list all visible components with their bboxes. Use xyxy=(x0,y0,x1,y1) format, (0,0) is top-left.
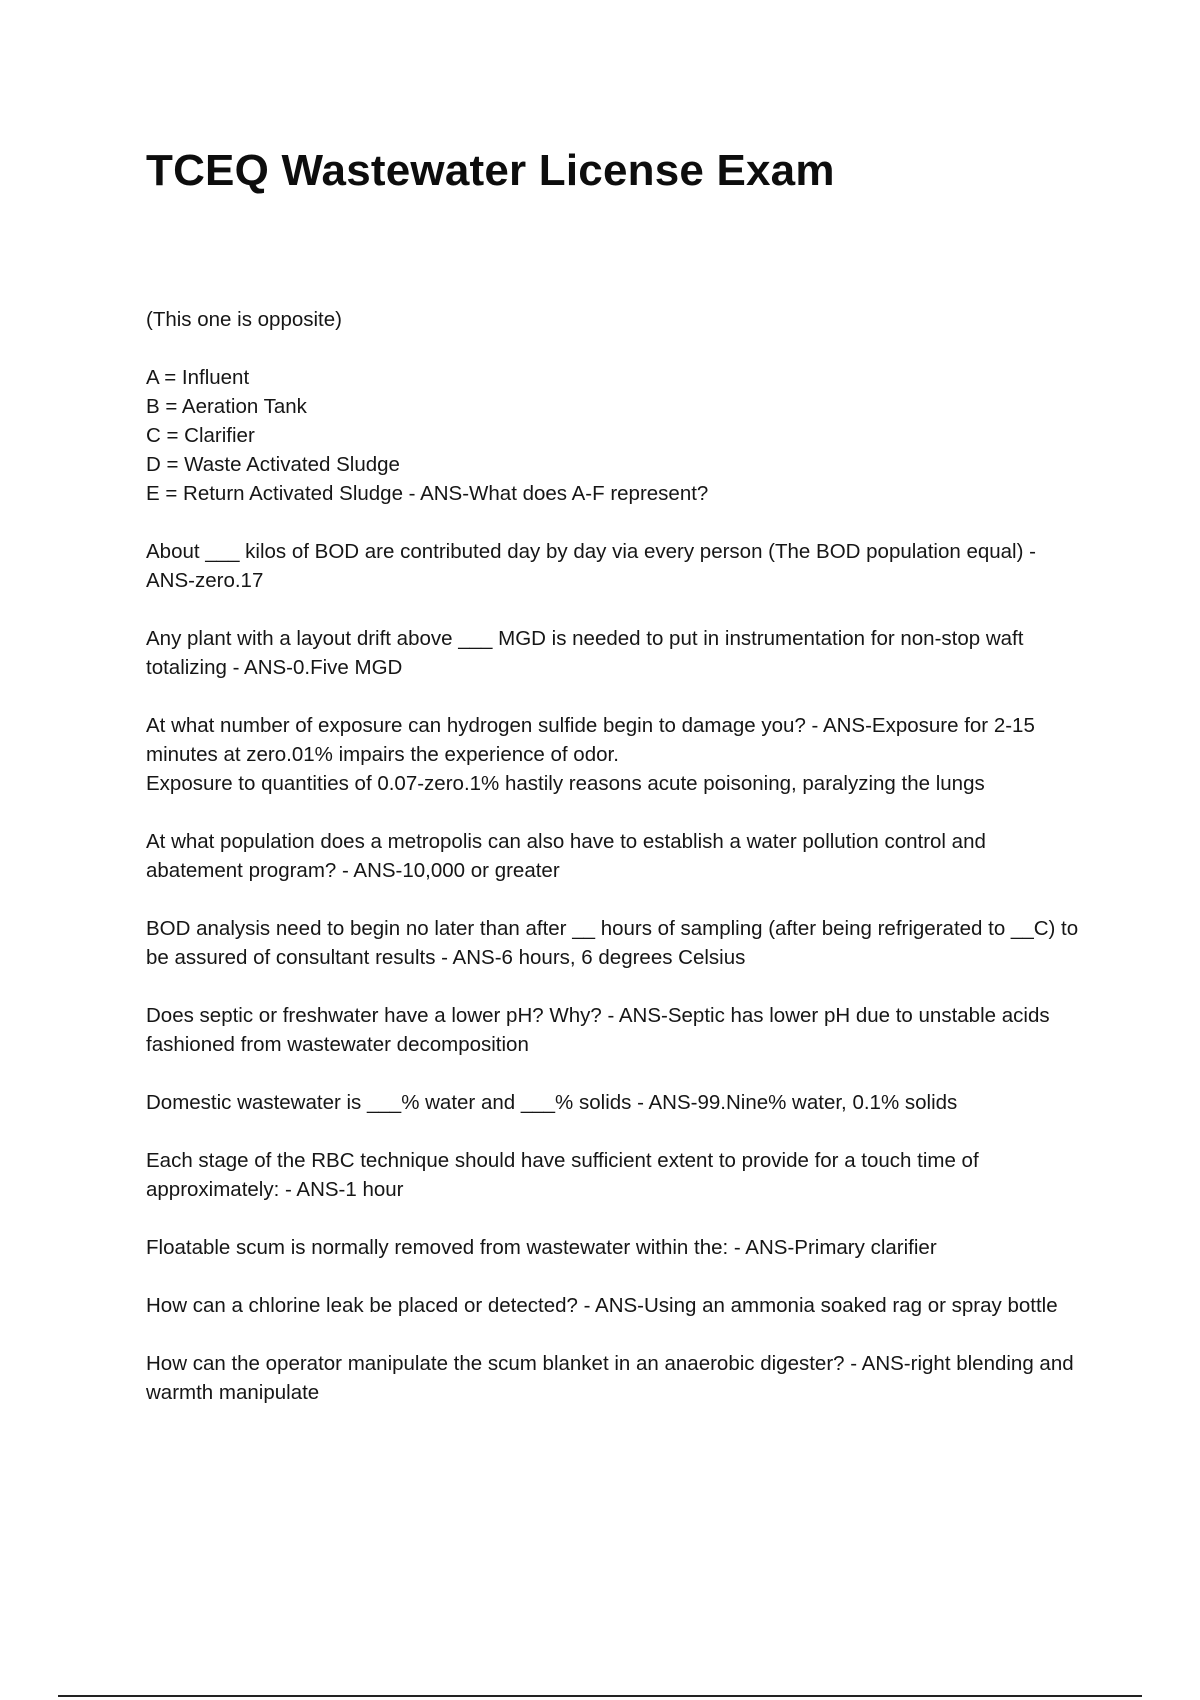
qa-question: Any plant with a layout drift above ___ MGD is needed to put in instrumentation for non-stop waft totalizing xyxy=(146,627,1030,679)
qa-question: At what population does a metropolis can also have to establish a water pollution control and abatement program? xyxy=(146,830,992,882)
qa-question: Each stage of the RBC technique should have sufficient extent to provide for a touch time of approximately: xyxy=(146,1149,985,1201)
qa-separator: - xyxy=(844,1352,862,1375)
qa-answer: ANS-Exposure for 2-15 minutes at zero.01% impairs the experience of odor. xyxy=(146,714,1041,766)
qa-answer: ANS-6 hours, 6 degrees Celsius xyxy=(452,946,746,969)
diagram-key-item: E = Return Activated Sludge - ANS-What does A-F represent? xyxy=(146,482,709,505)
qa-separator: - xyxy=(1023,540,1036,563)
qa-item xyxy=(146,827,1086,885)
qa-question: At what number of exposure can hydrogen sulfide begin to damage you? xyxy=(146,714,806,737)
qa-separator: - xyxy=(336,859,354,882)
diagram-key-item: A = Influent xyxy=(146,366,250,389)
qa-question: BOD analysis need to begin no later than after __ hours of sampling (after being refrigerated to __C) to be assured of consultant results xyxy=(146,917,1084,969)
qa-separator: - xyxy=(805,714,823,737)
qa-answer: ANS-99.Nine% water, 0.1% solids xyxy=(648,1091,958,1114)
qa-item xyxy=(146,1291,1086,1320)
note-text: (This one is opposite) xyxy=(146,308,342,331)
qa-answer: ANS-0.Five MGD xyxy=(244,656,403,679)
qa-question: About ___ kilos of BOD are contributed day by day via every person (The BOD population equal) xyxy=(146,540,1024,563)
qa-answer: ANS-10,000 or greater xyxy=(353,859,560,882)
qa-question: Floatable scum is normally removed from wastewater within the: xyxy=(146,1236,729,1259)
diagram-key-item: D = Waste Activated Sludge xyxy=(146,453,400,476)
qa-separator: - xyxy=(601,1004,619,1027)
qa-answer: ANS-right blending and warmth manipulate xyxy=(146,1352,1080,1404)
qa-item xyxy=(146,624,1086,682)
qa-answer-continued: Exposure to quantities of 0.07-zero.1% hastily reasons acute poisoning, paralyzing the lungs xyxy=(146,772,985,795)
qa-answer: ANS-zero.17 xyxy=(146,569,264,592)
diagram-key-item: B = Aeration Tank xyxy=(146,395,307,418)
qa-answer: ANS-1 hour xyxy=(296,1178,404,1201)
qa-separator: - xyxy=(631,1091,649,1114)
qa-answer: ANS-Primary clarifier xyxy=(745,1236,937,1259)
qa-item xyxy=(146,711,1086,798)
qa-item xyxy=(146,1146,1086,1204)
document-body xyxy=(146,305,1086,1436)
footer-divider xyxy=(58,1695,1142,1697)
qa-item xyxy=(146,914,1086,972)
qa-item xyxy=(146,1088,1086,1117)
qa-question: How can the operator manipulate the scum blanket in an anaerobic digester? xyxy=(146,1352,845,1375)
qa-question: Domestic wastewater is ___% water and ___% solids xyxy=(146,1091,632,1114)
qa-separator: - xyxy=(435,946,453,969)
qa-separator: - xyxy=(226,656,245,679)
diagram-key-list xyxy=(146,363,1086,508)
qa-item xyxy=(146,1349,1086,1407)
qa-question: Does septic or freshwater have a lower pH? Why? xyxy=(146,1004,602,1027)
qa-question: How can a chlorine leak be placed or detected? xyxy=(146,1294,578,1317)
intro-note xyxy=(146,305,1086,334)
qa-answer: ANS-Septic has lower pH due to unstable acids fashioned from wastewater decomposition xyxy=(146,1004,1056,1056)
qa-separator: - xyxy=(279,1178,297,1201)
diagram-key-item: C = Clarifier xyxy=(146,424,255,447)
qa-item xyxy=(146,537,1086,595)
qa-separator: - xyxy=(577,1294,596,1317)
qa-separator: - xyxy=(728,1236,746,1259)
qa-item xyxy=(146,1001,1086,1059)
page-title: TCEQ Wastewater License Exam xyxy=(146,146,835,195)
qa-item xyxy=(146,1233,1086,1262)
qa-answer: ANS-Using an ammonia soaked rag or spray bottle xyxy=(595,1294,1058,1317)
